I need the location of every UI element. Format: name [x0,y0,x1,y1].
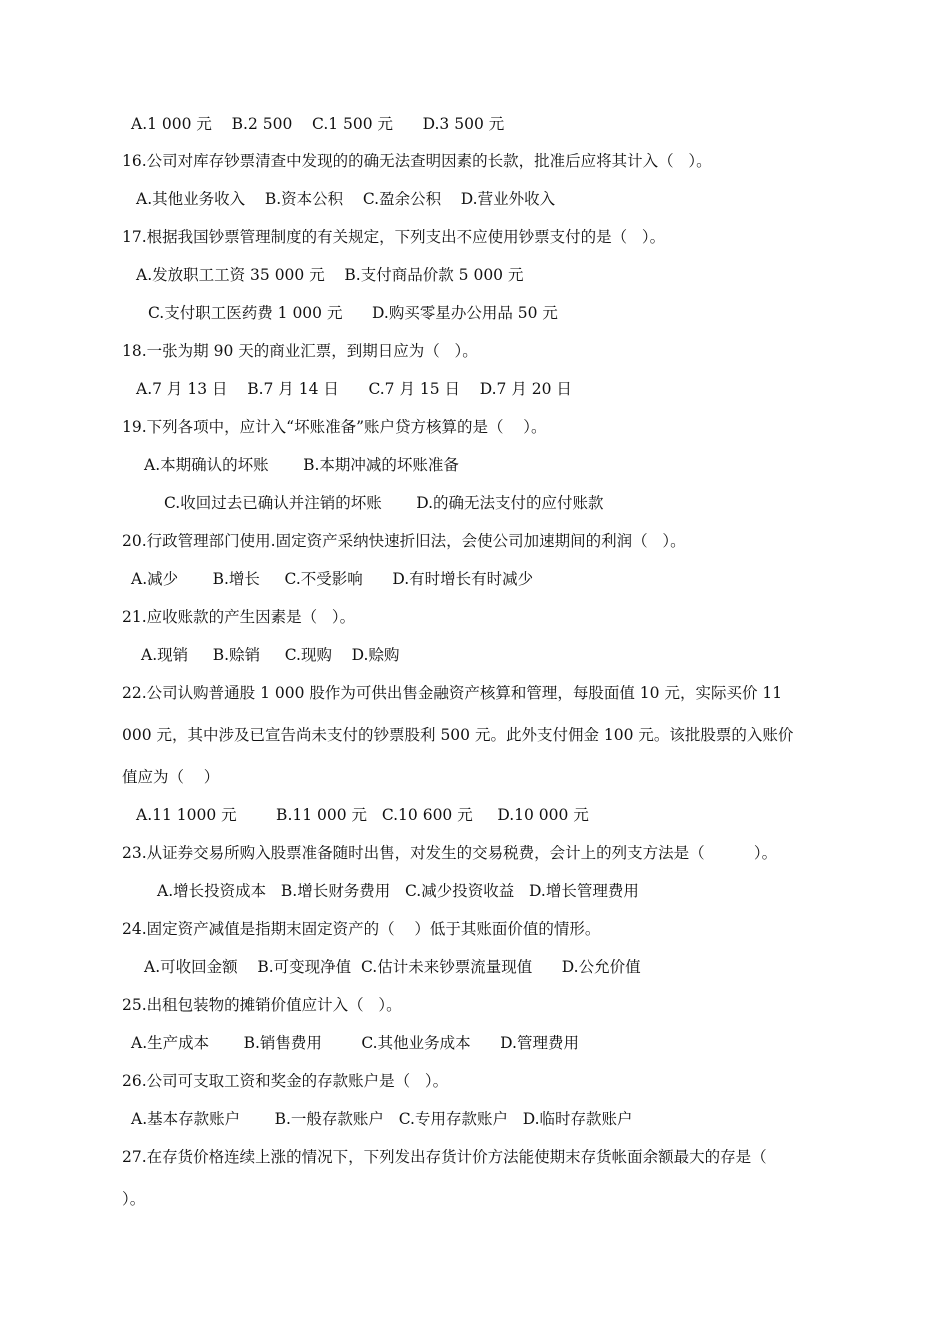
text-line: A.基本存款账户 B.一般存款账户 C.专用存款账户 D.临时存款账户 [131,1110,633,1128]
text-line: A.减少 B.增长 C.不受影响 D.有时增长有时减少 [131,570,534,588]
text-line: C.支付职工医药费 1 000 元 D.购买零星办公用品 50 元 [148,304,558,322]
text-line: 16.公司对库存钞票清查中发现的的确无法查明因素的长款，批准后应将其计入（ ）。 [122,152,712,170]
text-line: A.11 1000 元 B.11 000 元 C.10 600 元 D.10 000 元 [136,806,589,824]
text-line: 000 元，其中涉及已宣告尚未支付的钞票股利 500 元。此外支付佣金 100 元。该批股票的入账价 [122,726,794,744]
text-line: A.本期确认的坏账 B.本期冲减的坏账准备 [144,456,459,474]
text-line: A.增长投资成本 B.增长财务费用 C.减少投资收益 D.增长管理费用 [157,882,639,900]
text-line: 值应为（ ） [122,768,220,786]
text-line: A.生产成本 B.销售费用 C.其他业务成本 D.管理费用 [131,1034,579,1052]
text-line: 20.行政管理部门使用.固定资产采纳快速折旧法，会使公司加速期间的利润（ ）。 [122,532,686,550]
text-line: 25.出租包装物的摊销价值应计入（ ）。 [122,996,402,1014]
text-line: 23.从证券交易所购入股票准备随时出售，对发生的交易税费，会计上的列支方法是（ ）。 [122,844,778,862]
text-line: 17.根据我国钞票管理制度的有关规定，下列支出不应使用钞票支付的是（ ）。 [122,228,666,246]
text-line: 27.在存货价格连续上涨的情况下，下列发出存货计价方法能使期末存货帐面余额最大的存是（ [122,1148,767,1166]
text-line: C.收回过去已确认并注销的坏账 D.的确无法支付的应付账款 [164,494,604,512]
text-line: 22.公司认购普通股 1 000 股作为可供出售金融资产核算和管理，每股面值 10 元，实际买价 11 [122,684,783,702]
text-line: 19.下列各项中，应计入“坏账准备”账户贷方核算的是（ ）。 [122,418,547,436]
text-line: 24.固定资产减值是指期末固定资产的（ ）低于其账面价值的情形。 [122,920,601,938]
text-line: 18.一张为期 90 天的商业汇票，到期日应为（ ）。 [122,342,478,360]
text-line: A.7 月 13 日 B.7 月 14 日 C.7 月 15 日 D.7 月 20 日 [136,380,572,398]
text-line: A.其他业务收入 B.资本公积 C.盈余公积 D.营业外收入 [136,190,556,208]
text-line: A.可收回金额 B.可变现净值 C.估计未来钞票流量现值 D.公允价值 [144,958,641,976]
text-line: ）。 [122,1190,146,1208]
text-line: 26.公司可支取工资和奖金的存款账户是（ ）。 [122,1072,449,1090]
text-line: 21.应收账款的产生因素是（ ）。 [122,608,356,626]
text-line: A.现销 B.赊销 C.现购 D.赊购 [141,646,400,664]
text-line: A.1 000 元 B.2 500 C.1 500 元 D.3 500 元 [131,115,505,133]
text-line: A.发放职工工资 35 000 元 B.支付商品价款 5 000 元 [136,266,524,284]
